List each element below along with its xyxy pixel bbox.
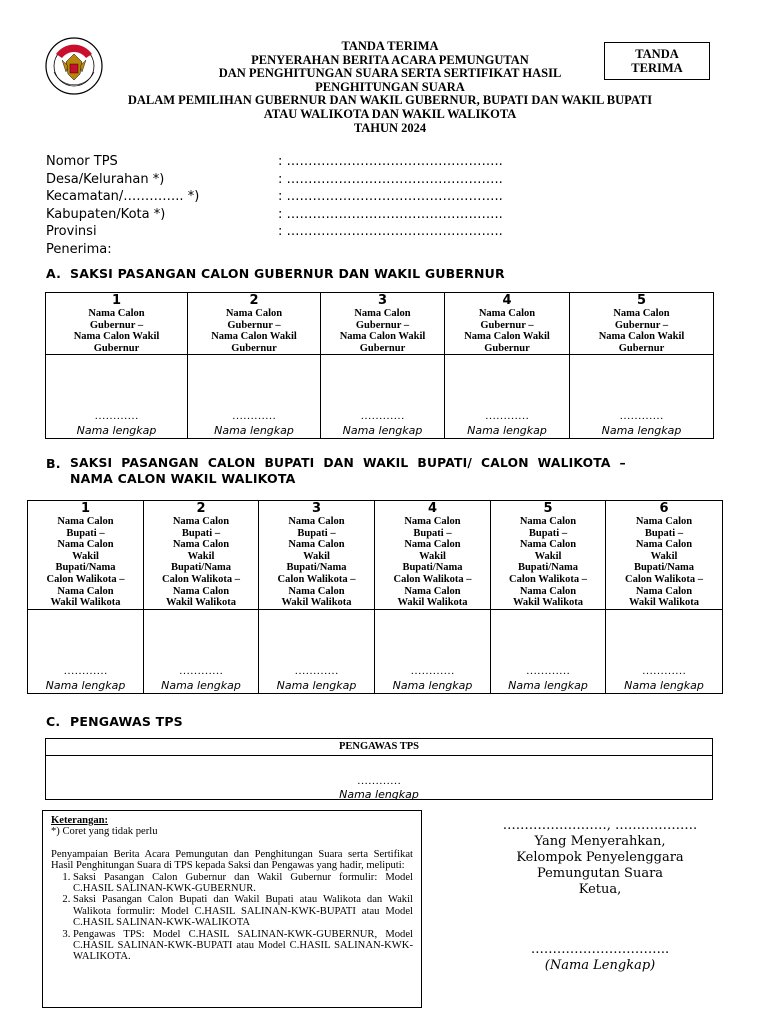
- candidate-header: 4 Nama Calon Bupati – Nama Calon Wakil Bupati/Nama Calon Walikota – Nama Calon Wakil Walikota: [375, 501, 491, 610]
- field-value[interactable]: : …………………………………………..: [278, 171, 503, 187]
- signature-block: [470, 818, 730, 974]
- field-label: Desa/Kelurahan *): [46, 171, 165, 187]
- signature-cell[interactable]: ………… Nama lengkap: [445, 355, 570, 439]
- header-line-1: TANDA TERIMA: [341, 39, 439, 53]
- field-label: Kecamatan/………….. *): [46, 189, 200, 205]
- tanda-terima-box: [604, 42, 710, 80]
- field-kecamatan[interactable]: [46, 188, 503, 206]
- section-b-letter: B.: [46, 456, 61, 471]
- candidate-header: 1 Nama Calon Bupati – Nama Calon Wakil Bupati/Nama Calon Walikota – Nama Calon Wakil Walikota: [28, 501, 144, 610]
- section-b-title: [46, 456, 722, 486]
- section-c-text: PENGAWAS TPS: [70, 714, 183, 729]
- list-item: 2. Saksi Pasangan Calon Bupati dan Wakil Bupati atau Walikota dan Wakil Walikota formulir: Model C.HASIL SALINAN-KWK-BUPATI atau Model C.HASIL SALINAN-KWK-WALIKOTA: [73, 894, 413, 928]
- field-label: Nomor TPS: [46, 154, 118, 169]
- keterangan-box: [42, 810, 422, 1008]
- field-kabupaten[interactable]: [46, 206, 503, 224]
- candidate-header: 1 Nama Calon Gubernur – Nama Calon Wakil Gubernur: [46, 293, 188, 355]
- list-item: 3. Pengawas TPS: Model C.HASIL SALINAN-KWK-GUBERNUR, Model C.HASIL SALINAN-KWK-BUPATI atau Model C.HASIL SALINAN-KWK-WALIKOTA.: [73, 929, 413, 963]
- section-a-title: [46, 266, 505, 281]
- header-line-7: TAHUN 2024: [353, 120, 427, 135]
- section-c-title: [46, 714, 183, 729]
- section-c-letter: C.: [46, 714, 61, 729]
- signature-cell[interactable]: ………… Nama lengkap: [46, 355, 188, 439]
- table-saksi-gubernur: [45, 292, 714, 439]
- field-value[interactable]: : …………………………………………..: [278, 206, 503, 222]
- section-b-text-2: NAMA CALON WAKIL WALIKOTA: [70, 471, 296, 486]
- candidate-header: 5 Nama Calon Bupati – Nama Calon Wakil Bupati/Nama Calon Walikota – Nama Calon Wakil Walikota: [491, 501, 606, 610]
- candidate-header: 4 Nama Calon Gubernur – Nama Calon Wakil Gubernur: [445, 293, 570, 355]
- signature-cell[interactable]: ………… Nama lengkap: [606, 609, 723, 693]
- field-desa[interactable]: [46, 171, 503, 189]
- keterangan-note: *) Coret yang tidak perlu: [51, 826, 158, 838]
- sign-line-2: Kelompok Penyelenggara: [516, 850, 684, 865]
- candidate-header: 6 Nama Calon Bupati – Nama Calon Wakil Bupati/Nama Calon Walikota – Nama Calon Wakil Walikota: [606, 501, 723, 610]
- field-label: Kabupaten/Kota *): [46, 206, 166, 222]
- header-line-4: PENGHITUNGAN SUARA: [315, 79, 465, 94]
- field-value[interactable]: : …………………………………………..: [278, 189, 503, 205]
- field-provinsi[interactable]: [46, 223, 503, 241]
- list-item: 1. Saksi Pasangan Calon Gubernur dan Wakil Gubernur formulir: Model C.HASIL SALINAN-KWK-GUBERNUR.: [73, 872, 413, 895]
- signature-cell[interactable]: ………… Nama lengkap: [375, 609, 491, 693]
- candidate-header: 3 Nama Calon Bupati – Nama Calon Wakil Bupati/Nama Calon Walikota – Nama Calon Wakil Walikota: [259, 501, 375, 610]
- field-label: Provinsi: [46, 224, 97, 240]
- candidate-header: 2 Nama Calon Bupati – Nama Calon Wakil Bupati/Nama Calon Walikota – Nama Calon Wakil Walikota: [144, 501, 259, 610]
- header-line-5: DALAM PEMILIHAN GUBERNUR DAN WAKIL GUBERNUR, BUPATI DAN WAKIL BUPATI: [127, 93, 653, 108]
- keterangan-intro: Penyampaian Berita Acara Pemungutan dan Penghitungan Suara serta Sertifikat Hasil Penghitungan Suara di TPS kepada Saksi dan Pengawas yang hadir, meliputi:: [51, 848, 413, 872]
- date-line[interactable]: ……………………, ……………….: [502, 818, 698, 833]
- identity-fields: [46, 153, 503, 259]
- sign-line-3: Pemungutan Suara: [536, 866, 664, 881]
- tanda-box-line-1: TANDA: [635, 47, 679, 61]
- section-b-text-1: SAKSI PASANGAN CALON BUPATI DAN WAKIL BUPATI/ CALON WALIKOTA –: [70, 456, 626, 470]
- header-line-3: DAN PENGHITUNGAN SUARA SERTA SERTIFIKAT HASIL: [218, 66, 562, 81]
- pengawas-tps-box: [45, 738, 713, 800]
- sign-name: (Nama Lengkap): [544, 958, 656, 973]
- sign-line-4: Ketua,: [578, 882, 622, 897]
- candidate-header: 5 Nama Calon Gubernur – Nama Calon Wakil Gubernur: [570, 293, 714, 355]
- tanda-box-line-2: TERIMA: [631, 61, 683, 75]
- signature-cell[interactable]: ………… Nama lengkap: [570, 355, 714, 439]
- sign-dots[interactable]: …………………………..: [530, 942, 670, 957]
- signature-cell[interactable]: ………… Nama lengkap: [339, 775, 419, 801]
- section-a-letter: A.: [46, 266, 62, 281]
- candidate-header: 3 Nama Calon Gubernur – Nama Calon Wakil Gubernur: [321, 293, 445, 355]
- pengawas-header: PENGAWAS TPS: [46, 739, 712, 756]
- keterangan-list: [51, 872, 413, 963]
- signature-cell[interactable]: ………… Nama lengkap: [491, 609, 606, 693]
- section-a-text: SAKSI PASANGAN CALON GUBERNUR DAN WAKIL GUBERNUR: [70, 266, 505, 281]
- field-nomor-tps[interactable]: [46, 153, 503, 171]
- signature-cell[interactable]: ………… Nama lengkap: [321, 355, 445, 439]
- field-penerima: [46, 241, 503, 259]
- candidate-header: 2 Nama Calon Gubernur – Nama Calon Wakil Gubernur: [188, 293, 321, 355]
- signature-cell[interactable]: ………… Nama lengkap: [144, 609, 259, 693]
- field-label: Penerima:: [46, 241, 112, 257]
- signature-cell[interactable]: ………… Nama lengkap: [188, 355, 321, 439]
- sign-line-1: Yang Menyerahkan,: [534, 834, 666, 849]
- signature-cell[interactable]: ………… Nama lengkap: [259, 609, 375, 693]
- field-value[interactable]: : …………………………………………..: [278, 224, 503, 240]
- table-saksi-bupati: [27, 500, 723, 694]
- signature-cell[interactable]: ………… Nama lengkap: [28, 609, 144, 693]
- header-line-2: PENYERAHAN BERITA ACARA PEMUNGUTAN: [251, 52, 529, 67]
- header-line-6: ATAU WALIKOTA DAN WAKIL WALIKOTA: [263, 106, 517, 121]
- keterangan-title: Keterangan:: [51, 815, 109, 826]
- field-value[interactable]: : …………………………………………..: [278, 154, 503, 169]
